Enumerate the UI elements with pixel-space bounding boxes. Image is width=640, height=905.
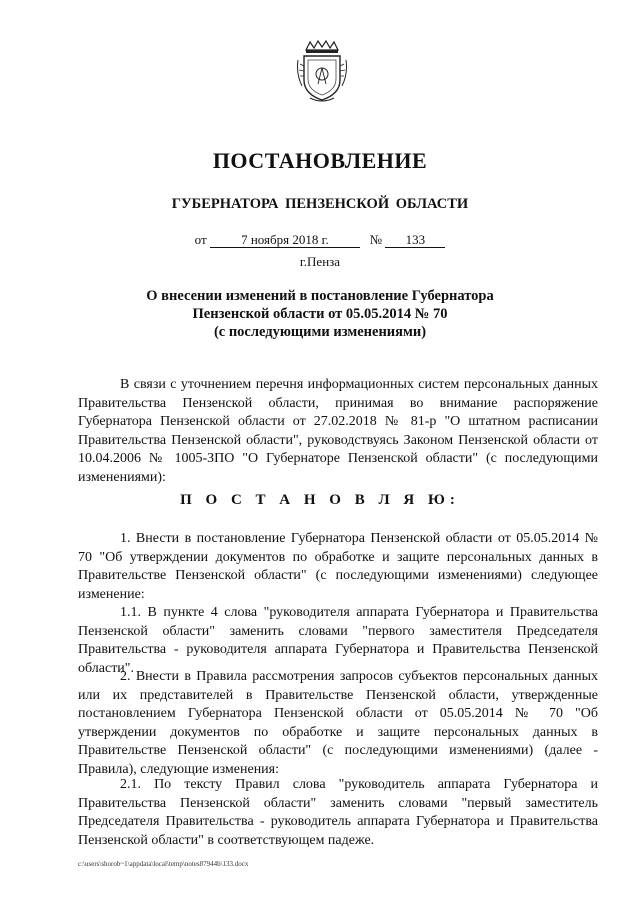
issuer-title: ГУБЕРНАТОРА ПЕНЗЕНСКОЙ ОБЛАСТИ — [171, 196, 469, 212]
item-1-paragraph: 1. Внести в постановление Губернатора Пензенской области от 05.05.2014 № 70 "Об утверждении документов по обработке и защите персональных данных в Правительстве Пензенской области" (с последующими изменениями) следующее изменение: — [78, 531, 598, 602]
file-path-footer: c:\users\shorob~1\appdata\local\temp\notes87944b\133.docx — [78, 860, 249, 868]
heading-line: О внесении изменений в постановление Губернатора — [146, 288, 494, 304]
city: г.Пенза — [299, 254, 341, 269]
document-heading — [80, 287, 560, 341]
document-number: 133 — [385, 233, 445, 248]
item-1-1-paragraph: 1.1. В пункте 4 слова "руководителя аппарата Губернатора и Правительства Пензенской области" заменить словами "первого заместителя Председателя Правительства - руководителя аппарата Губернатора и Правительства Пензенской области". — [78, 605, 598, 676]
heading-line: Пензенской области от 05.05.2014 № 70 — [192, 306, 448, 322]
item-2-1-paragraph: 2.1. По тексту Правил слова "руководитель аппарата Губернатора и Правительства Пензенской области" заменить словами "первый заместитель Председателя Правительства - руководитель аппарата Губернатора и Правительства Пензенской области" в соответствующем падеже. — [78, 777, 598, 848]
date-prefix: от — [194, 232, 207, 247]
heading-line: (с последующими изменениями) — [213, 324, 427, 340]
decree-word: П О С Т А Н О В Л Я Ю: — [180, 492, 460, 508]
preamble-paragraph: В связи с уточнением перечня информационных систем персональных данных Правительства Пензенской области, принимая во внимание распоряжение Губернатора Пензенской области от 27.02.2018 № 81-р "О штатном расписании Правительства Пензенской области", руководствуясь Законом Пензенской области от 10.04.2006 № 1005-ЗПО "О Губернаторе Пензенской области" (с последующими изменениями): — [78, 377, 598, 485]
item-2-paragraph: 2. Внести в Правила рассмотрения запросов субъектов персональных данных или их представителей в Правительстве Пензенской области, утвержденные постановлением Губернатора Пензенской области от 05.05.2014 № 70 "Об утверждении документов по обработке и защите персональных данных в Правительстве Пензенской области" (с последующими изменениями) (далее - Правила), следующие изменения: — [78, 669, 598, 777]
document-date: 7 ноября 2018 г. — [210, 233, 360, 248]
document-title: ПОСТАНОВЛЕНИЕ — [212, 148, 428, 173]
coat-of-arms-emblem — [296, 40, 348, 104]
date-number-line — [0, 232, 640, 248]
number-sign: № — [369, 232, 383, 247]
